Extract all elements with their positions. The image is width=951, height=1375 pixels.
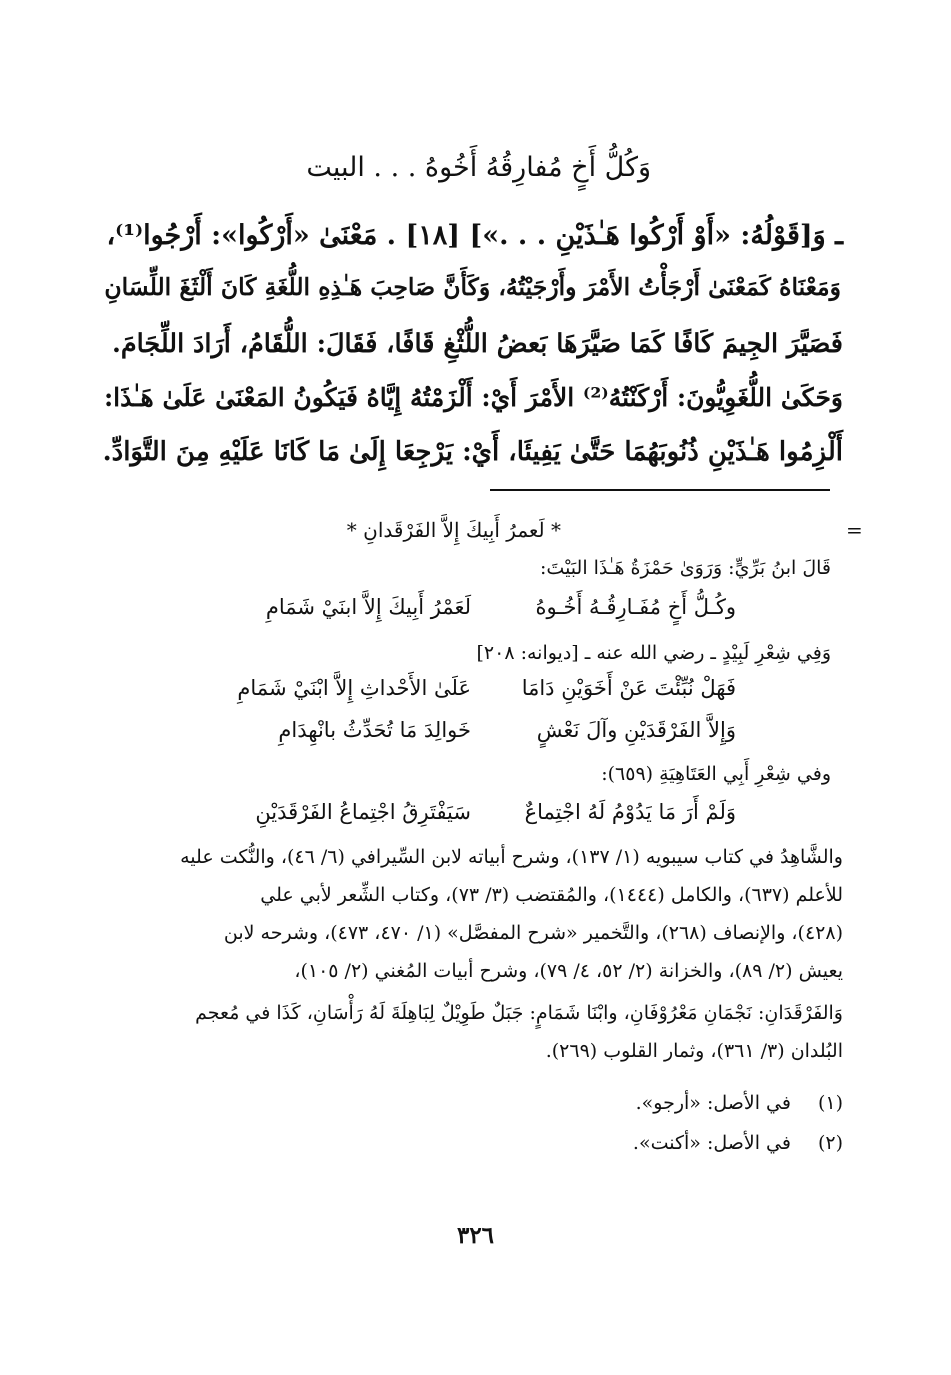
note-prose-line-5: وَالفَرْقَدَانِ: نَجْمَانِ مَعْرُوْفَانِ، وابْنَا شَمَامٍ: جَبَلٌ طَوِيْلٌ لِبَاهِلَةَ لَهُ رَأْسَانِ، كَذَا في مُعجم: [195, 1002, 843, 1024]
note-abu-atahiya-line: وفي شِعْرِ أَبِي العَتَاهِيَةِ (٦٥٩):: [601, 763, 831, 785]
footnote-2-number: (٢): [817, 1132, 843, 1154]
note-heading: * لَعمرُ أَبِيكَ إِلاَّ الفَرْقَدانِ *: [346, 518, 561, 542]
main-text-line-3: فَصَيَّرَ الجِيمَ كَافًا كَمَا صَيَّرَهَا بَعضُ اللُّثْغِ قَافًا، فَقَالَ: اللُّقَامُ، أَرَادَ اللِّجَامَ.: [111, 329, 843, 359]
quoted-verse-line: وَكُلُّ أَخٍ مُفارِقُهُ أَخُوهُ . . . البيت: [306, 152, 651, 183]
footnote-2: [633, 1132, 843, 1155]
verse2-first-hemistich: فَهَلْ نُبِّئْتَ عَنْ أَخَوَيْنِ دَامَا: [521, 676, 736, 700]
note-prose-line-2: للأعلم (٦٣٧)، والكامل (١٤٤٤)، والمُقتضب (٣/ ٧٣)، وكتاب الشِّعر لأبي علي: [260, 884, 843, 906]
page-number: ٣٢٦: [456, 1222, 495, 1249]
continuation-mark: =: [846, 518, 863, 542]
footnote-1-text: في الأصل: «أرجو».: [635, 1092, 791, 1114]
verse1-first-hemistich: وكُـلُّ أَخٍ مُفَـارِقُـهُ أَخُـوهُ: [535, 595, 736, 619]
note-labid-line: وَفِي شِعْرِ لَبِيْدٍ ـ رضي الله عنه ـ [ديوانه: ٢٠٨]: [476, 642, 831, 664]
main-text-line-5: أَلْزِمُوا هَـٰذَيْنِ ذُنُوبَهُمَا حَتَّىٰ يَفِيئَا، أَيْ: يَرْجِعَا إِلَىٰ مَا كَانَا عَلَيْهِ مِنَ التَّوَادِّ.: [102, 437, 843, 467]
footnote-1: [636, 1092, 843, 1115]
main-text-line-2: وَمَعْنَاهُ كَمَعْنَىٰ أَرْجَأْتُ الأَمْرَ وأَرْجَيْتُهُ، وَكَأَنَّ صَاحِبَ هَـٰذِهِ اللُّغَةِ كَانَ أَلْثَغَ اللِّسَانِ: [104, 273, 841, 301]
footnote-2-text: في الأصل: «أكنت».: [632, 1132, 791, 1154]
main-text-line-1: ـ وَ[قَوْلُهُ: «أَوْ أَرْكُوا هَـٰذَيْنِ . . .»] [١٨] . مَعْنَىٰ «أَرْكُوا»: أَرْجُوا⁽¹⁾،: [106, 220, 843, 251]
verse4-first-hemistich: وَلَمْ أَرَ مَا يَدُوْمُ لَهُ اجْتِماعٌ: [524, 800, 736, 824]
note-prose-line-4: يعيش (٢/ ٨٩)، والخزانة (٢/ ٥٢، ٤/ ٧٩)، وشرح أبيات المُغني (٢/ ١٠٥)،: [294, 960, 843, 982]
note-prose-line-6: البُلدان (٣/ ٣٦١)، وثمار القلوب (٢٦٩).: [545, 1040, 843, 1062]
footnote-separator: [490, 489, 830, 491]
note-ibn-barri-line: قَالَ ابنُ بَرِّيٍّ: وَرَوَىٰ حَمْزَةُ هَـٰذَا البَيْتَ:: [540, 557, 831, 579]
note-prose-line-1: والشَّاهِدُ في كتاب سيبويه (١/ ١٣٧)، وشرح أبياته لابن السِّيرافي (٦/ ٤٦)، والنُّكت عليه: [180, 846, 843, 868]
verse1-second-hemistich: لَعَمْرُ أَبِيكَ إِلاَّ ابنَيْ شَمَامِ: [265, 595, 471, 619]
verse4-second-hemistich: سَيَفْتَرِقُ اجْتِماعُ الفَرْقَدَيْنِ: [255, 800, 471, 824]
footnote-1-number: (١): [817, 1092, 843, 1114]
verse3-first-hemistich: وَإِلاَّ الفَرْقَدَيْنِ وآلَ نَعْشٍ: [536, 718, 736, 742]
verse2-second-hemistich: عَلَىٰ الأَحْداثِ إِلاَّ ابْنَيْ شَمَامِ: [237, 676, 471, 700]
main-text-line-4: وَحَكَىٰ اللُّغَوِيُّونَ: أَرْكَنْتُهُ⁽²⁾ الأَمْرَ أَيْ: أَلْزَمْتُهُ إِيَّاهُ فَيَكُونُ المَعْنَىٰ عَلَىٰ هَـٰذَا:: [103, 383, 843, 412]
verse3-second-hemistich: خَوالِدَ مَا تُحَدِّثُ بانْهِدَامِ: [278, 718, 471, 742]
note-prose-line-3: (٤٢٨)، والإنصاف (٢٦٨)، والتَّخمير «شرح المفصَّل» (١/ ٤٧٠، ٤٧٣)، وشرحه لابن: [223, 922, 843, 944]
